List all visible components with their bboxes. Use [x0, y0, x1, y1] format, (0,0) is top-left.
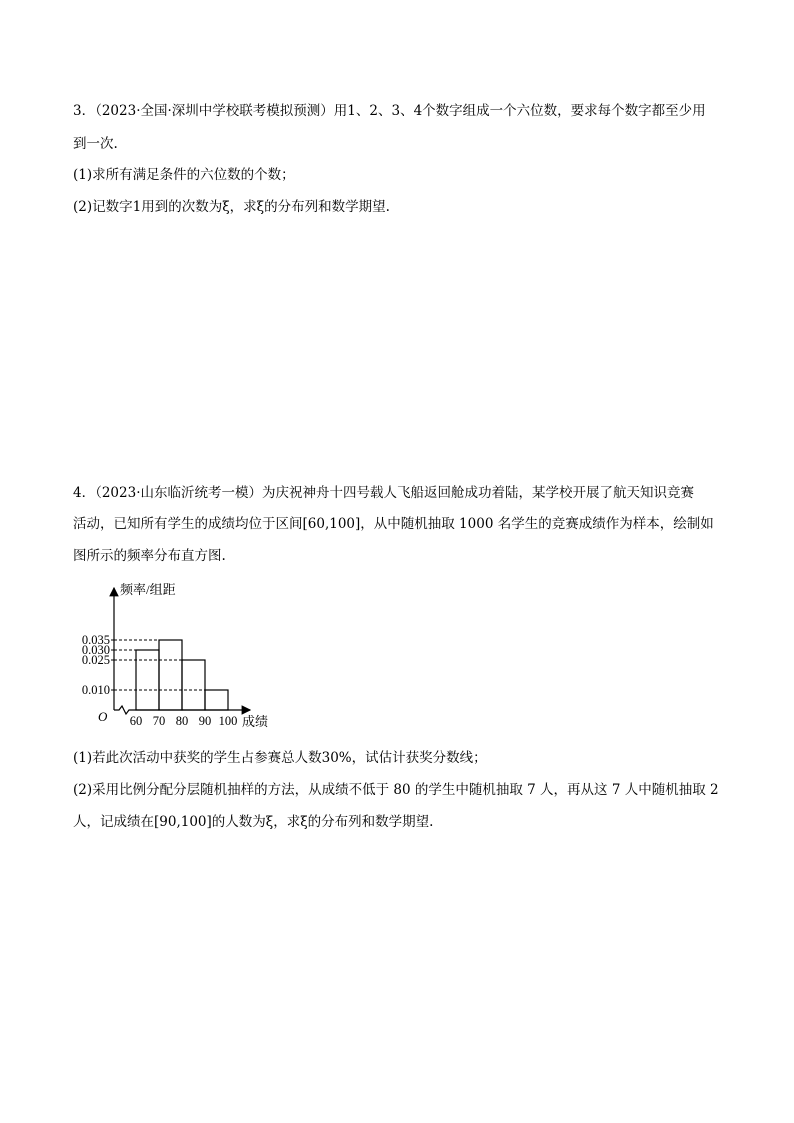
problem-3-stem-line-2: 到一次. — [73, 136, 118, 152]
problem-3-part-2: (2)记数字1用到的次数为ξ，求ξ的分布列和数学期望. — [73, 199, 390, 215]
problem-3-part-1: (1)求所有满足条件的六位数的个数； — [73, 167, 295, 183]
x-tick-label: 70 — [152, 714, 166, 728]
frequency-histogram — [68, 580, 288, 730]
problem-4-stem-line-2: 活动，已知所有学生的成绩均位于区间[60,100]，从中随机抽取 1000 名学生的竞赛成绩作为样本，绘制如 — [73, 516, 714, 532]
problem-4-part-1: (1)若此次活动中获奖的学生占参赛总人数30%，试估计获奖分数线； — [73, 750, 487, 766]
problem-number: 3． — [73, 103, 96, 119]
problem-4-part-2-line-2: 人，记成绩在[90,100]的人数为ξ，求ξ的分布列和数学期望. — [73, 814, 434, 830]
problem-4-part-2-line-1: (2)采用比例分配分层随机抽样的方法，从成绩不低于 80 的学生中随机抽取 7 人，再从这 7 人中随机抽取 2 — [73, 782, 719, 798]
histogram-bar — [159, 640, 182, 710]
problem-text: 用1、2、3、4个数字组成一个六位数，要求每个数字都至少用 — [333, 103, 706, 119]
x-tick-label: 100 — [218, 714, 238, 728]
problem-source: （2023·全国·深圳中学校联考模拟预测） — [95, 103, 334, 119]
x-tick-label: 80 — [175, 714, 189, 728]
histogram-bar — [205, 690, 228, 710]
y-tick-label: 0.030 — [81, 643, 110, 657]
histogram-bar — [182, 660, 205, 710]
x-tick-label: 90 — [198, 714, 212, 728]
y-tick-label: 0.010 — [81, 683, 110, 697]
problem-number: 4． — [73, 485, 96, 501]
y-axis-label: 频率/组距 — [120, 582, 176, 597]
y-tick-label: 0.025 — [81, 653, 110, 667]
problem-3-stem-line-1 — [73, 101, 733, 121]
problem-4-stem-line-3: 图所示的频率分布直方图. — [73, 548, 226, 564]
problem-text: 为庆祝神舟十四号载人飞船返回舱成功着陆，某学校开展了航天知识竞赛 — [262, 485, 694, 501]
y-tick-label: 0.035 — [81, 633, 110, 647]
x-tick-label: 60 — [129, 714, 143, 728]
histogram-bar — [136, 650, 159, 710]
x-axis-label: 成绩 — [242, 714, 269, 729]
origin-label: O — [98, 709, 108, 724]
problem-source: （2023·山东临沂统考一模） — [95, 485, 262, 501]
problem-4-stem-line-1 — [73, 483, 733, 503]
